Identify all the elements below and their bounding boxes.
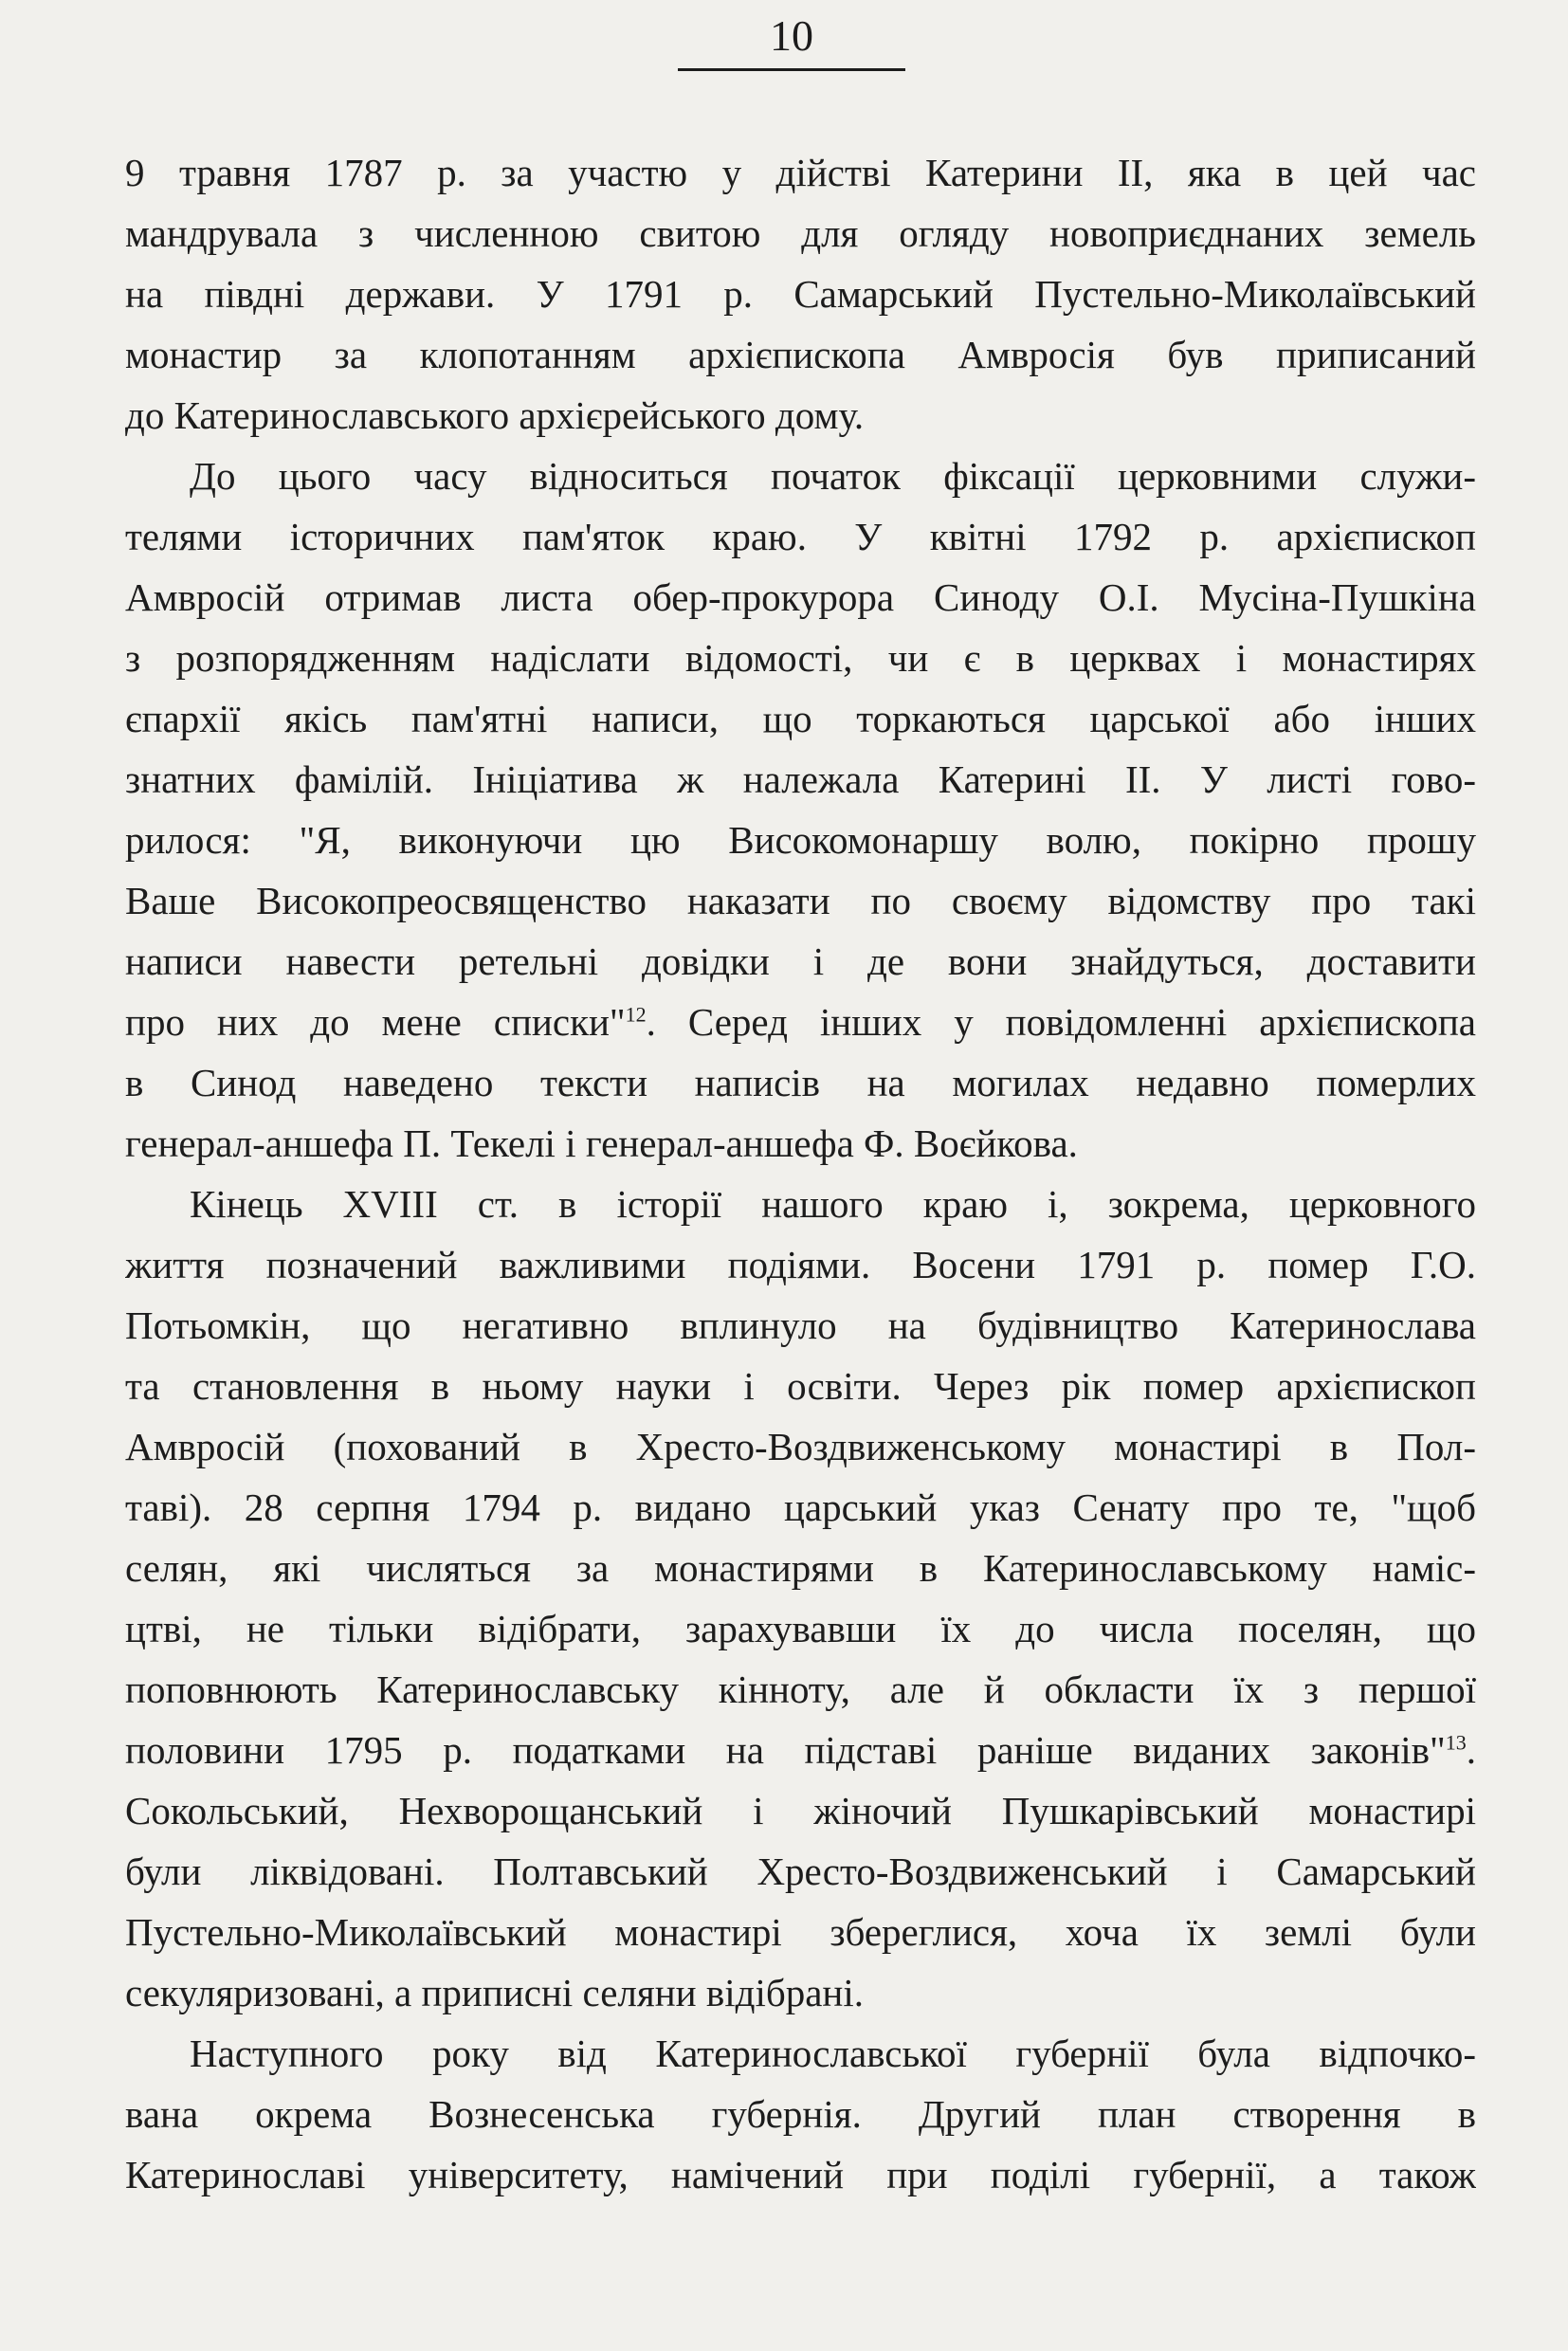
text-line: Пустельно-Миколаївський монастирі збереглися, хоча їх землі були bbox=[125, 1910, 1476, 1954]
line-text: половини 1795 р. податками на підставі раніше виданих законів" bbox=[125, 1728, 1446, 1772]
line-text-after: . bbox=[1466, 1728, 1476, 1772]
text-line: знатних фамілій. Ініціатива ж належала Катерині II. У листі гово- bbox=[125, 757, 1476, 801]
text-line: рилося: "Я, виконуючи цю Високомонаршу волю, покірно прошу bbox=[125, 818, 1476, 862]
text-line: мандрувала з численною свитою для огляду новоприєднаних земель bbox=[125, 211, 1476, 255]
text-line: селян, які числяться за монастирями в Катеринославському наміс- bbox=[125, 1546, 1476, 1590]
text-line: на півдні держави. У 1791 р. Самарський Пустельно-Миколаївський bbox=[125, 272, 1476, 316]
line-text: про них до мене списки" bbox=[125, 1000, 626, 1044]
text-line: секуляризовані, а приписні селяни відібрані. bbox=[125, 1971, 864, 2014]
text-line: з розпорядженням надіслати відомості, чи є в церквах і монастирях bbox=[125, 636, 1476, 680]
text-line: до Катеринославського архієрейського дому. bbox=[125, 393, 865, 437]
text-line: життя позначений важливими подіями. Восени 1791 р. помер Г.О. bbox=[125, 1243, 1476, 1286]
text-line: в Синод наведено тексти написів на могилах недавно померлих bbox=[125, 1061, 1476, 1104]
footnote-ref[interactable]: 12 bbox=[625, 1002, 647, 1027]
text-line: були ліквідовані. Полтавський Хресто-Воздвиженський і Самарський bbox=[125, 1850, 1476, 1893]
text-line: Потьомкін, що негативно вплинуло на будівництво Катеринослава bbox=[125, 1303, 1476, 1347]
text-line: монастир за клопотанням архієпископа Амвросія був приписаний bbox=[125, 333, 1476, 376]
text-line: До цього часу відноситься початок фіксації церковними служи- bbox=[190, 454, 1476, 498]
paragraph bbox=[125, 2023, 1476, 2205]
text-line bbox=[125, 992, 1476, 1052]
footnote-ref[interactable]: 13 bbox=[1445, 1730, 1467, 1755]
body-text bbox=[125, 142, 1476, 2205]
text-line: телями історичних пам'яток краю. У квітні 1792 р. архієпископ bbox=[125, 515, 1476, 558]
paragraph bbox=[125, 1174, 1476, 2023]
text-line: Катеринославі університету, намічений при поділі губернії, а також bbox=[125, 2153, 1476, 2196]
text-line: цтві, не тільки відібрати, зарахувавши їх до числа поселян, що bbox=[125, 1607, 1476, 1650]
text-line: та становлення в ньому науки і освіти. Через рік помер архієпископ bbox=[125, 1364, 1476, 1408]
text-line: Амвросій (похований в Хресто-Воздвиженському монастирі в Пол- bbox=[125, 1425, 1476, 1468]
text-line: генерал-аншефа П. Текелі і генерал-аншефа Ф. Воєйкова. bbox=[125, 1121, 1078, 1165]
page-number: 10 bbox=[770, 11, 813, 60]
page-header bbox=[678, 8, 905, 64]
line-text-after: . Серед інших у повідомленні архієпископа bbox=[646, 1000, 1476, 1044]
text-line: Ваше Високопреосвященство наказати по своєму відомству про такі bbox=[125, 879, 1476, 922]
paragraph bbox=[125, 142, 1476, 446]
text-line: Наступного року від Катеринославської губернії була відпочко- bbox=[190, 2032, 1476, 2075]
text-line: написи навести ретельні довідки і де вони знайдуться, доставити bbox=[125, 939, 1476, 983]
text-line: Сокольський, Нехворощанський і жіночий Пушкарівський монастирі bbox=[125, 1789, 1476, 1832]
text-line: поповнюють Катеринославську кінноту, але й обкласти їх з першої bbox=[125, 1668, 1476, 1711]
text-line: єпархії якісь пам'ятні написи, що торкаються царської або інших bbox=[125, 697, 1476, 740]
text-line: Кінець XVIII ст. в історії нашого краю і, зокрема, церковного bbox=[190, 1182, 1476, 1226]
text-line: 9 травня 1787 р. за участю у дійстві Катерини II, яка в цей час bbox=[125, 151, 1476, 194]
text-line: таві). 28 серпня 1794 р. видано царський указ Сенату про те, "щоб bbox=[125, 1485, 1476, 1529]
text-line: вана окрема Вознесенська губернія. Другий план створення в bbox=[125, 2092, 1476, 2136]
text-line: Амвросій отримав листа обер-прокурора Синоду О.І. Мусіна-Пушкіна bbox=[125, 575, 1476, 619]
paragraph bbox=[125, 446, 1476, 1174]
text-line bbox=[125, 1720, 1476, 1780]
page-number-rule bbox=[678, 68, 905, 71]
